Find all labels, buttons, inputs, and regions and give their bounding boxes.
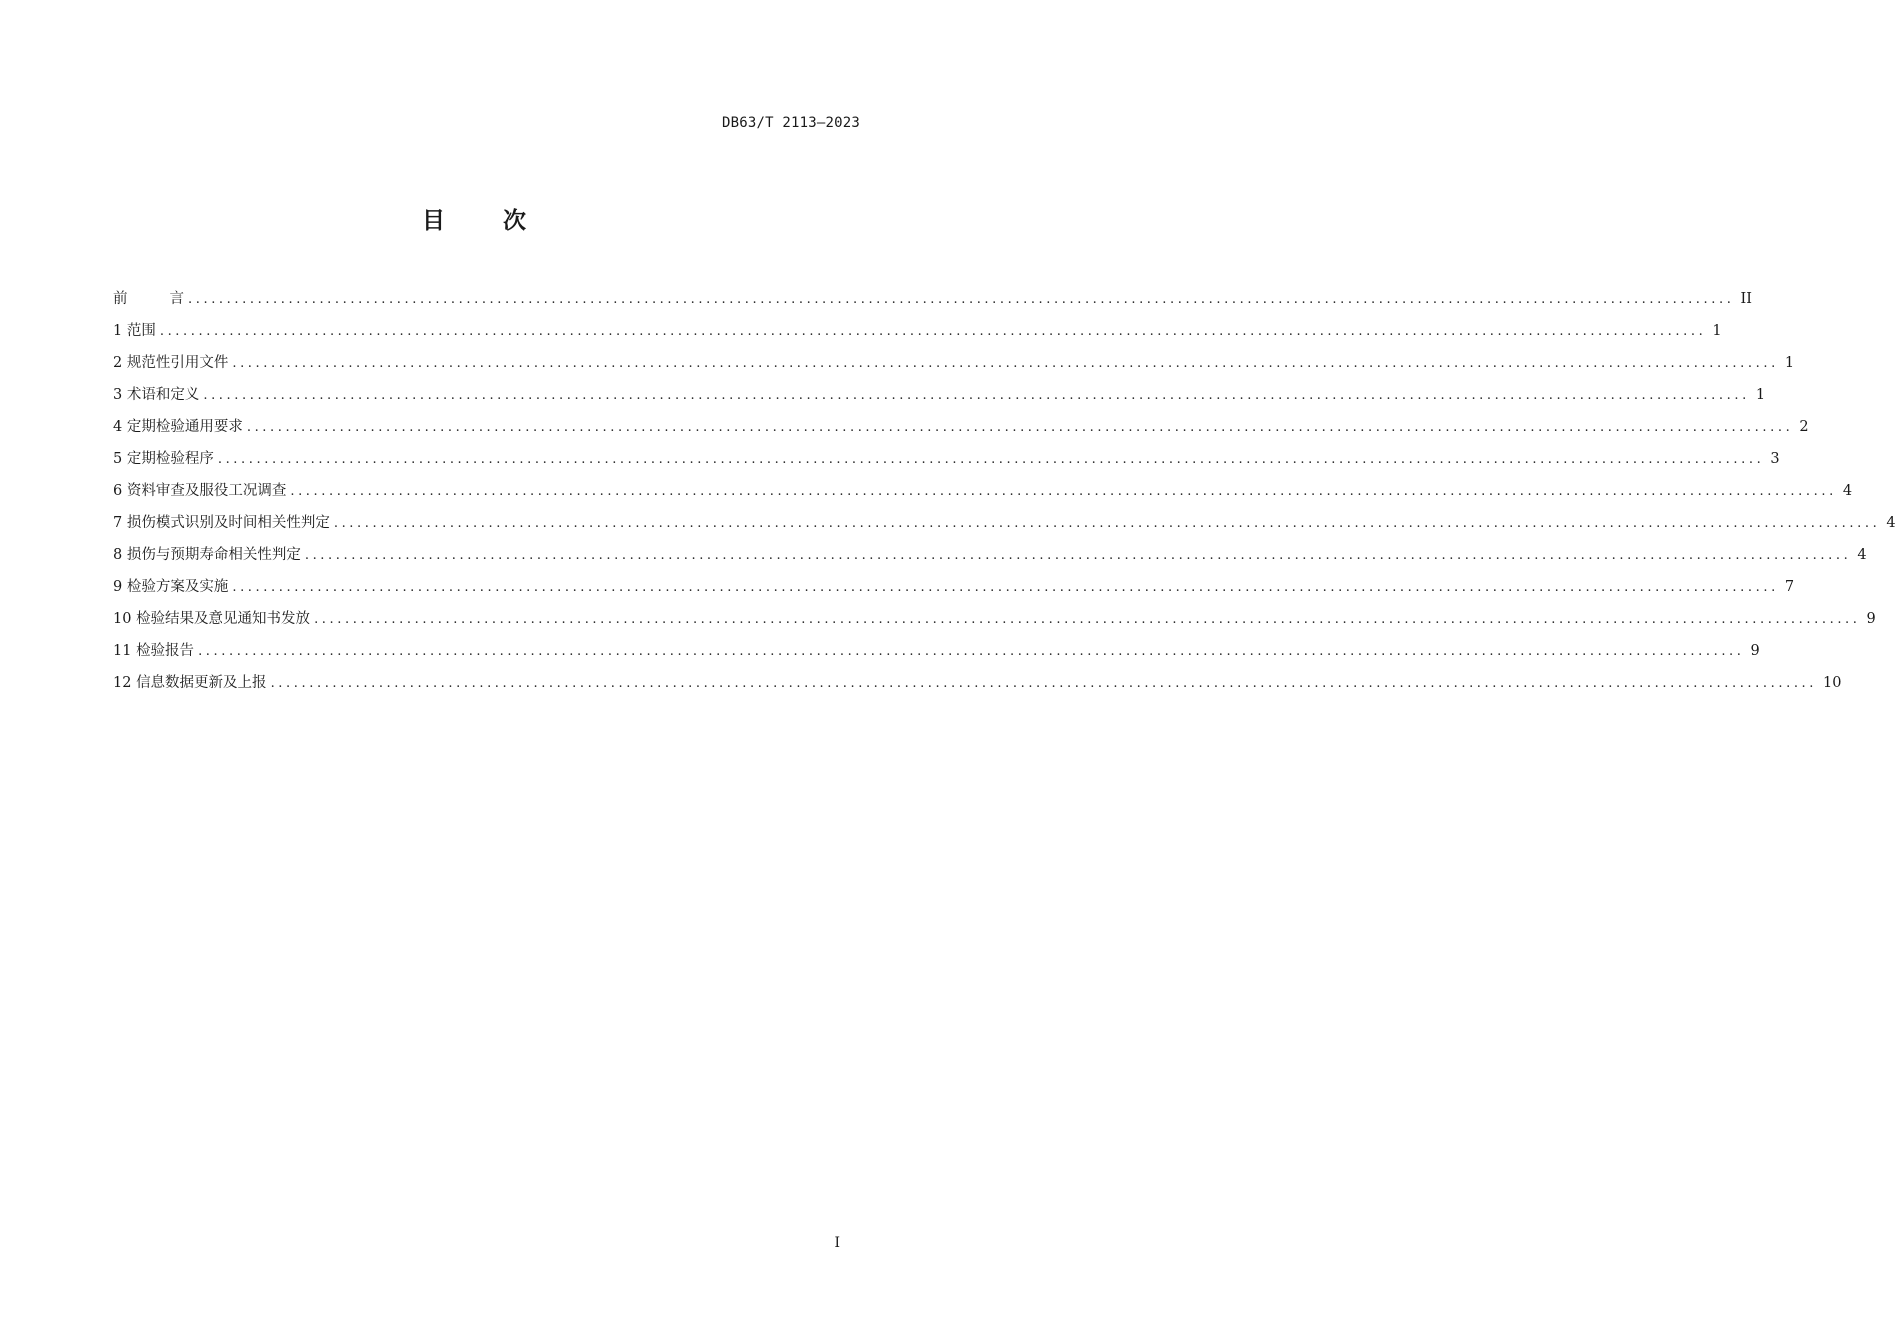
toc-leader-dots: ........................................................................................................................................................................................................ bbox=[290, 484, 1837, 499]
title-char-2: 次 bbox=[503, 208, 528, 234]
toc-page-number: 7 bbox=[1784, 579, 1795, 595]
toc-page-number: 4 bbox=[1886, 515, 1896, 531]
toc-label: 定期检验通用要求 bbox=[126, 419, 243, 435]
page-title bbox=[0, 202, 950, 235]
toc-page-number: 10 bbox=[1823, 675, 1842, 691]
toc-leader-dots: ........................................................................................................................................................................................................ bbox=[188, 292, 1735, 307]
toc-label: 检验方案及实施 bbox=[126, 579, 229, 595]
toc-section-number: 4 bbox=[113, 419, 123, 435]
toc-page-number: 1 bbox=[1755, 387, 1766, 403]
toc-leader-dots: ........................................................................................................................................................................................................ bbox=[314, 612, 1861, 627]
toc-section-number: 7 bbox=[113, 515, 123, 531]
toc-leader-dots: ........................................................................................................................................................................................................ bbox=[232, 356, 1779, 371]
toc-leader-dots: ........................................................................................................................................................................................................ bbox=[246, 420, 1794, 435]
toc-label: 资料审查及服役工况调查 bbox=[126, 483, 287, 499]
toc-label-part-1: 前 bbox=[113, 291, 128, 307]
toc-section-number: 5 bbox=[113, 451, 123, 467]
toc-page-number: 2 bbox=[1799, 419, 1809, 435]
toc-section-number: 1 bbox=[113, 323, 123, 339]
toc-page-number: 4 bbox=[1842, 483, 1853, 499]
toc-entry-foreword[interactable] bbox=[113, 288, 1752, 320]
toc-label: 规范性引用文件 bbox=[126, 355, 229, 371]
toc-section-number: 9 bbox=[113, 579, 123, 595]
toc-leader-dots: ........................................................................................................................................................................................................ bbox=[232, 580, 1779, 595]
toc-page-number: 1 bbox=[1784, 355, 1795, 371]
toc-section-number: 10 bbox=[113, 611, 132, 627]
toc-section-number: 12 bbox=[113, 675, 132, 691]
toc-page-number: II bbox=[1740, 291, 1752, 307]
toc-label: 损伤模式识别及时间相关性判定 bbox=[126, 515, 330, 531]
toc-entry-results-notice[interactable] bbox=[113, 608, 1876, 640]
toc-entry-damage-mode-time[interactable] bbox=[113, 512, 1896, 544]
toc-label: 检验报告 bbox=[136, 643, 195, 659]
toc-page-number: 1 bbox=[1712, 323, 1722, 339]
toc-label: 信息数据更新及上报 bbox=[136, 675, 267, 691]
toc-label: 定期检验程序 bbox=[126, 451, 214, 467]
toc-entry-inspection-procedure[interactable] bbox=[113, 448, 1780, 480]
toc-entry-normative-references[interactable] bbox=[113, 352, 1795, 384]
toc-entry-document-review[interactable] bbox=[113, 480, 1853, 512]
page-number: I bbox=[834, 1235, 840, 1251]
toc-section-number: 3 bbox=[113, 387, 123, 403]
toc-label: 损伤与预期寿命相关性判定 bbox=[126, 547, 301, 563]
toc-leader-dots: ........................................................................................................................................................................................................ bbox=[217, 452, 1765, 467]
toc-leader-dots: ........................................................................................................................................................................................................ bbox=[304, 548, 1852, 563]
toc-label: 术语和定义 bbox=[126, 387, 200, 403]
toc-page-number: 9 bbox=[1866, 611, 1876, 627]
toc-leader-dots: ........................................................................................................................................................................................................ bbox=[333, 516, 1881, 531]
toc-leader-dots: ........................................................................................................................................................................................................ bbox=[270, 676, 1818, 691]
toc-section-number: 8 bbox=[113, 547, 123, 563]
toc-label: 范围 bbox=[126, 323, 156, 339]
toc-leader-dots: ........................................................................................................................................................................................................ bbox=[159, 324, 1707, 339]
toc-entry-general-requirements[interactable] bbox=[113, 416, 1809, 448]
toc-page-number: 9 bbox=[1750, 643, 1760, 659]
toc-entry-terms-definitions[interactable] bbox=[113, 384, 1766, 416]
toc-leader-dots: ........................................................................................................................................................................................................ bbox=[198, 644, 1745, 659]
toc-entry-damage-life[interactable] bbox=[113, 544, 1867, 576]
toc-leader-dots: ........................................................................................................................................................................................................ bbox=[203, 388, 1750, 403]
toc-page-number: 4 bbox=[1857, 547, 1867, 563]
toc-section-number: 11 bbox=[113, 643, 132, 659]
toc-section-number: 6 bbox=[113, 483, 123, 499]
title-char-1: 目 bbox=[422, 208, 447, 234]
toc-page-number: 3 bbox=[1770, 451, 1780, 467]
table-of-contents bbox=[113, 288, 1896, 704]
toc-entry-scope[interactable] bbox=[113, 320, 1722, 352]
toc-entry-inspection-report[interactable] bbox=[113, 640, 1760, 672]
document-code: DB63/T 2113—2023 bbox=[721, 115, 860, 131]
toc-entry-inspection-plan[interactable] bbox=[113, 576, 1795, 608]
toc-section-number: 2 bbox=[113, 355, 123, 371]
toc-entry-data-update[interactable] bbox=[113, 672, 1842, 704]
toc-label: 检验结果及意见通知书发放 bbox=[136, 611, 311, 627]
toc-label-part-2: 言 bbox=[169, 291, 184, 307]
